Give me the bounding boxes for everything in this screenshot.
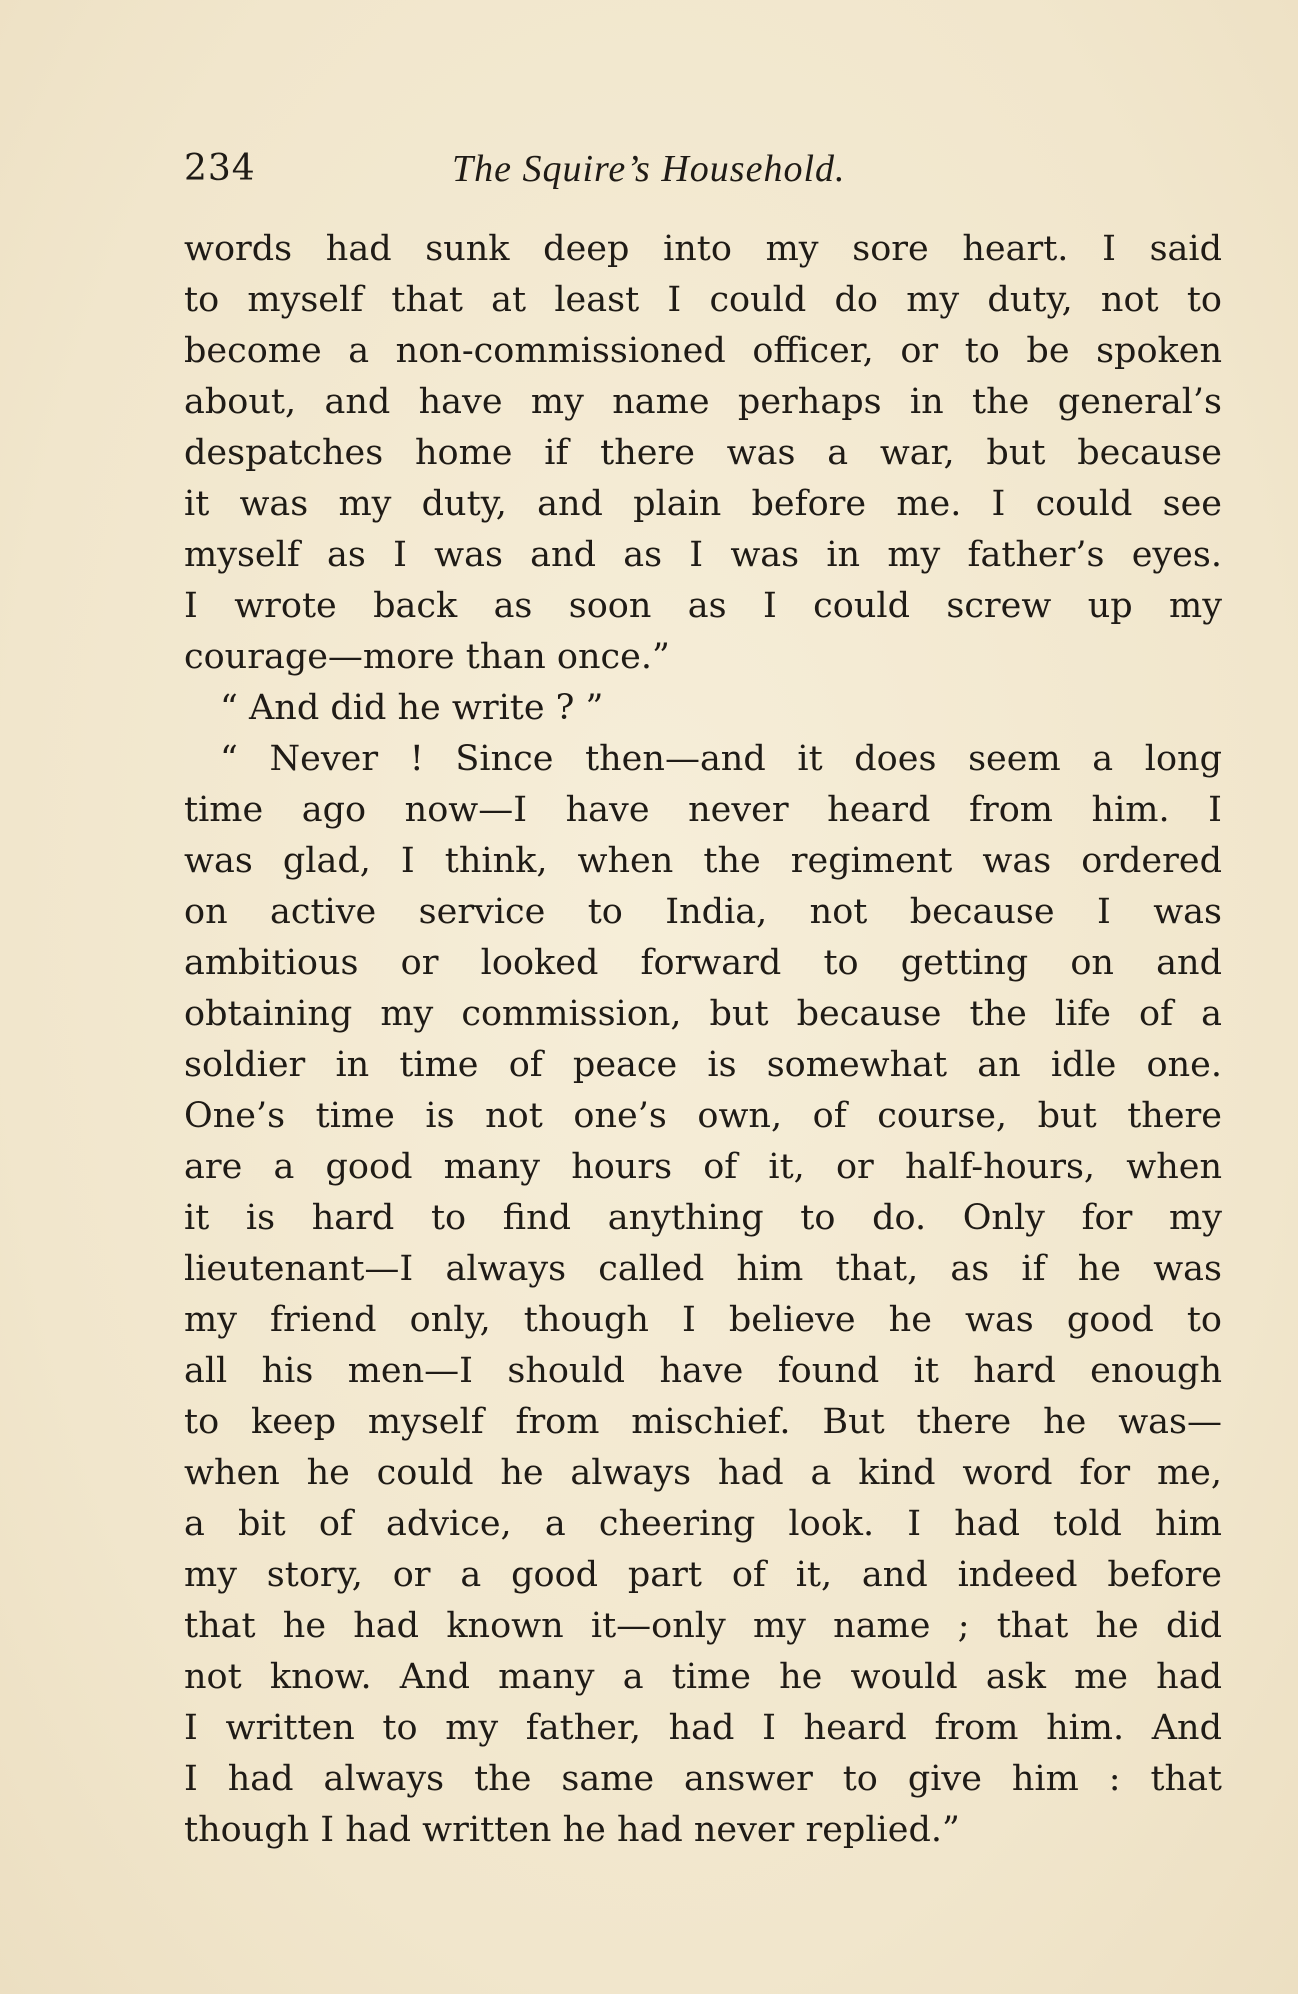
text-line: I had always the same answer to give him : that [184,1759,1222,1799]
text-line: despatches home if there was a war, but because [184,433,1222,473]
body-text [184,224,1222,1856]
text-line: not know. And many a time he would ask me had [184,1657,1222,1697]
text-line: it was my duty, and plain before me. I could see [184,484,1222,524]
running-title: The Squire’s Household. [452,148,846,190]
text-line: to keep myself from mischief. But there he was— [184,1402,1222,1442]
text-line: that he had known it—only my name ; that he did [184,1606,1222,1646]
text-line: time ago now—I have never heard from him. I [184,790,1222,830]
text-line: though I had written he had never replied.” [184,1810,960,1850]
text-line: “ Never ! Since then—and it does seem a long [220,739,1222,779]
text-line: was glad, I think, when the regiment was ordered [184,841,1222,881]
text-line: my friend only, though I believe he was good to [184,1300,1222,1340]
text-line: my story, or a good part of it, and indeed before [184,1555,1222,1595]
text-line: courage—more than once.” [184,637,670,677]
text-line: ambitious or looked forward to getting on and [184,943,1222,983]
text-line: become a non-commissioned officer, or to be spoken [184,331,1222,371]
page-number: 234 [184,148,256,189]
text-line: to myself that at least I could do my duty, not to [184,280,1222,320]
text-line: lieutenant—I always called him that, as if he was [184,1249,1222,1289]
text-line: One’s time is not one’s own, of course, but there [184,1096,1222,1136]
text-line: obtaining my commission, but because the life of a [184,994,1222,1034]
text-line: when he could he always had a kind word for me, [184,1453,1222,1493]
text-line: a bit of advice, a cheering look. I had told him [184,1504,1222,1544]
text-line: soldier in time of peace is somewhat an idle one. [184,1045,1222,1085]
text-line: it is hard to find anything to do. Only for my [184,1198,1222,1238]
text-line: “ And did he write ? ” [220,688,604,728]
text-line: all his men—I should have found it hard enough [184,1351,1222,1391]
text-line: about, and have my name perhaps in the general’s [184,382,1222,422]
text-line: myself as I was and as I was in my father’s eyes. [184,535,1222,575]
page-header [184,142,1124,196]
text-line: I written to my father, had I heard from him. And [184,1708,1222,1748]
text-line: I wrote back as soon as I could screw up my [184,586,1222,626]
text-line: are a good many hours of it, or half-hours, when [184,1147,1222,1187]
text-line: on active service to India, not because I was [184,892,1222,932]
text-line: words had sunk deep into my sore heart. I said [184,229,1222,269]
